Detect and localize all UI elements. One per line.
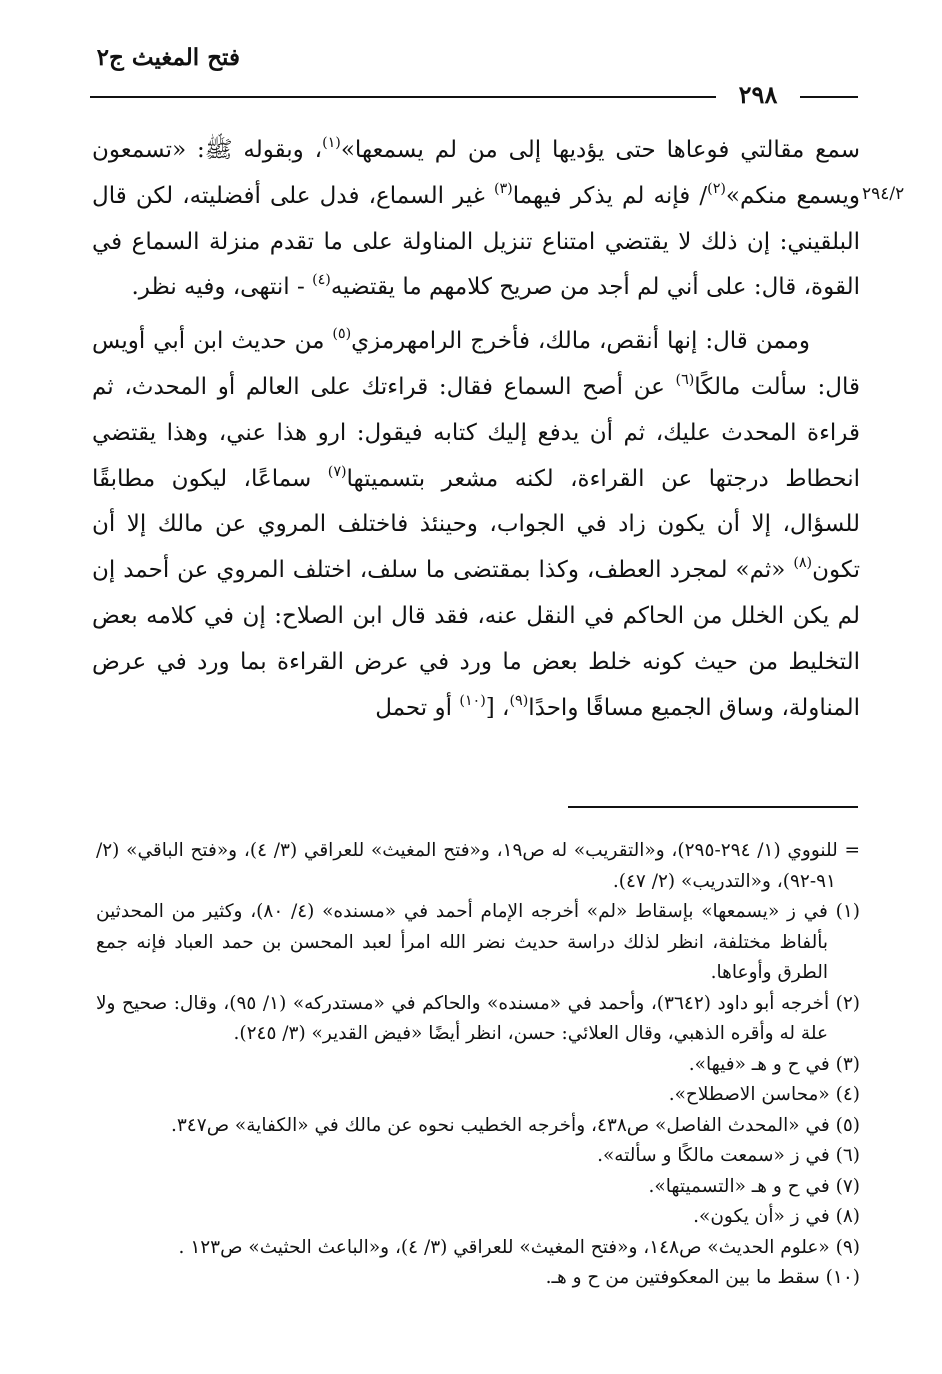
paragraph-2 (92, 319, 860, 731)
footnote-1: (١) في ز «يسمعها» بإسقاط «لم» أخرجه الإمام أحمد في «مسنده» (٤/ ٨٠)، وكثير من المحدثين بألفاظ مختلفة، انظر لذلك دراسة حديث نضر الله امرأ لعبد المحسن بن حمد العباد فإنه جمع الطرق وأوعاها. (96, 901, 860, 983)
margin-reference: ٢٩٤/٢ (862, 184, 905, 204)
page-number: ٢٩٨ (738, 80, 778, 109)
footnote-marker-6: (٦) (675, 372, 695, 389)
footnote-6: (٦) في ز «سمعت مالكًا و سألته». (597, 1145, 860, 1166)
text-run: أو تحمل (375, 694, 460, 721)
footnote-marker-10: (١٠) (459, 692, 486, 709)
footnote-marker-8: (٨) (793, 555, 813, 572)
text-run: / فإنه لم يذكر فيهما (512, 182, 708, 209)
footnote-marker-7: (٧) (327, 463, 347, 480)
text-run: سمع مقالتي فوعاها حتى يؤديها إلى من لم يسمعها» (340, 137, 860, 163)
text-run: ، [ (485, 694, 510, 721)
footnote-marker-4: (٤) (312, 272, 331, 289)
footnote-5: (٥) في «المحدث الفاصل» ص٤٣٨، وأخرجه الخطيب نحوه عن مالك في «الكفاية» ص٣٤٧. (170, 1114, 860, 1136)
header-rule (90, 96, 716, 98)
footnotes (96, 836, 860, 1294)
footnote-continuation: = للنووي (١/ ٢٩٤-٢٩٥)، و«التقريب» له ص١٩، و«فتح المغيث» للعراقي (٣/ ٤)، و«فتح الباقي» (٢/ ٩١-٩٢)، و«التدريب» (٢/ ٤٧). (96, 840, 861, 892)
footnote-marker-9: (٩) (509, 692, 529, 709)
footnote-10: (١٠) سقط ما بين المعكوفتين من ح و هـ. (545, 1267, 860, 1288)
text-run: سماعًا، ليكون مطابقًا للسؤال، إلا أن يكون زاد في الجواب، وحينئذ فاختلف المروي عن مالك إلا أن تكون (92, 465, 860, 584)
footnote-2: (٢) أخرجه أبو داود (٣٦٤٢)، وأحمد في «مسنده» والحاكم في «مستدركه» (١/ ٩٥)، وقال: صحيح ولا علة له وأقره الذهبي، وقال العلائي: حسن، انظر أيضًا «فيض القدير» (٣/ ٢٤٥). (96, 992, 860, 1044)
footnote-marker-1: (١) (322, 135, 341, 152)
footnote-marker-2: (٢) (707, 180, 726, 197)
footnote-3: (٣) في ح و هـ «فيها». (688, 1053, 860, 1075)
footnote-8: (٨) في ز «أن يكون». (693, 1206, 860, 1227)
text-run: عن أصح السماع فقال: قراءتك على العالم أو المحدث، ثم قراءة المحدث عليك، ثم أن يدفع إليك كتابه فيقول: ارو هذا عني، وهذا يقتضي انحطاط درجتها عن القراءة، لكنه مشعر بتسميتها (92, 373, 861, 492)
header-rule-short (800, 96, 858, 98)
footnote-marker-3: (٣) (493, 180, 513, 197)
footnote-4: (٤) «محاسن الاصطلاح». (668, 1084, 860, 1105)
running-header-title: فتح المغيث ج٢ (96, 44, 240, 71)
text-run: وممن قال: إنها أنقص، مالك، فأخرج الرامهرمزي (351, 328, 810, 355)
text-run: ، وبقوله ﷺ: «تسمعون ويسمع منكم» (92, 137, 860, 209)
text-run: غير السماع، فدل على أفضليته، لكن قال البلقيني: إن ذلك لا يقتضي امتناع تنزيل المناولة على ما تقدم منزلة السماع في القوة، قال: على أني لم أجد من صريح كلامهم ما يقتضيه (92, 182, 860, 301)
paragraph-1 (92, 128, 860, 311)
footnote-marker-5: (٥) (332, 326, 352, 343)
text-run: «ثم» لمجرد العطف، وكذا بمقتضى ما سلف، اختلف المروي عن أحمد إن لم يكن الخلل من الحاكم في النقل عنه، فقد قال ابن الصلاح: إن في كلامه بعض التخليط من حيث كونه خلط بعض ما ورد في عرض القراءة بما ورد في عرض المناولة، وساق الجميع مساقًا واحدًا (92, 557, 860, 721)
text-run: - انتهى، وفيه نظر. (131, 274, 313, 301)
main-text (92, 128, 860, 731)
footnote-9: (٩) «علوم الحديث» ص١٤٨، و«فتح المغيث» للعراقي (٣/ ٤)، و«الباعث الحثيث» ص١٢٣ . (178, 1236, 860, 1258)
text-run: من حديث ابن أبي أويس قال: سألت مالكًا (92, 328, 860, 400)
footnote-7: (٧) في ح و هـ «التسميتها». (648, 1175, 860, 1197)
footnote-separator (568, 806, 858, 808)
